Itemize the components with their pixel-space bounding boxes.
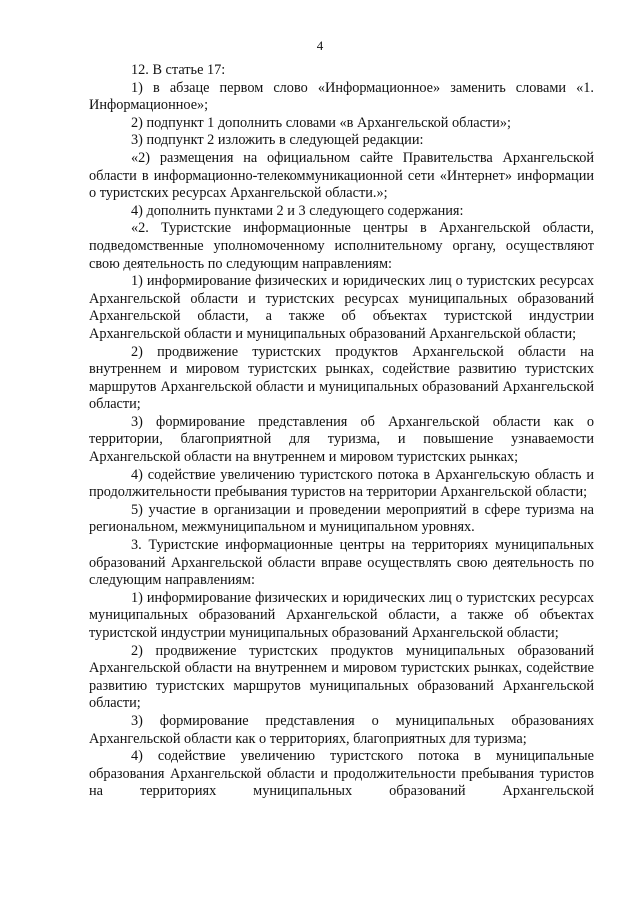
paragraph-article-12: 12. В статье 17: — [131, 62, 226, 78]
paragraph-item-1: 1) в абзаце первом слово «Информационное» заменить словами «1. Информационное»; — [89, 79, 594, 114]
paragraph-point-3-sub-2: 2) продвижение туристских продуктов муниципальных образований Архангельской области на внутреннем и мировом туристских рынках, содействие развитию туристских маршрутов муниципальных образований Архангельской области; — [89, 642, 594, 712]
paragraph-point-2-sub-4: 4) содействие увеличению туристского потока в Архангельскую область и продолжительности пребывания туристов на территории Архангельской области; — [89, 466, 594, 501]
paragraph-quote-subitem-2: «2) размещения на официальном сайте Правительства Архангельской области в информационно-телекоммуникационной сети «Интернет» информации о туристских ресурсах Архангельской области.»; — [89, 149, 594, 202]
paragraph-point-2-sub-1: 1) информирование физических и юридических лиц о туристских ресурсах Архангельской области и туристских ресурсах муниципальных образований Архангельской области, а также об объектах туристской индустрии Архангельской области и муниципальных образований Архангельской области; — [89, 273, 594, 342]
paragraph-point-2-intro: «2. Туристские информационные центры в Архангельской области, подведомственные уполномоченному исполнительному органу, осуществляют свою деятельность по следующим направлениям: — [89, 220, 594, 272]
paragraph-point-2-sub-2: 2) продвижение туристских продуктов Архангельской области на внутреннем и мировом туристских рынках, содействие развитию туристских маршрутов Архангельской области и муниципальных образований Архангельской области; — [89, 343, 594, 413]
paragraph-point-3-intro: 3. Туристские информационные центры на территориях муниципальных образований Архангельской области вправе осуществлять свою деятельность по следующим направлениям: — [89, 537, 594, 589]
paragraph-point-2-sub-3: 3) формирование представления об Архангельской области как о территории, благоприятной для туризма, и повышение узнаваемости Архангельской области на внутреннем и мировом туристских рынках; — [89, 413, 594, 466]
paragraph-item-4: 4) дополнить пунктами 2 и 3 следующего содержания: — [131, 202, 464, 219]
paragraph-point-3-sub-3: 3) формирование представления о муниципальных образованиях Архангельской области как о территориях, благоприятных для туризма; — [89, 712, 594, 747]
paragraph-item-3: 3) подпункт 2 изложить в следующей редакции: — [131, 132, 424, 149]
page-number: 4 — [316, 38, 324, 53]
paragraph-point-3-sub-4: 4) содействие увеличению туристского потока в муниципальные образования Архангельской области и продолжительности пребывания туристов на территориях муниципальных образований Архангельской — [89, 748, 594, 800]
paragraph-point-3-sub-1: 1) информирование физических и юридических лиц о туристских ресурсах муниципальных образований Архангельской области, а также об объектах туристской индустрии муниципальных образований Архангельской области; — [89, 589, 594, 641]
paragraph-point-2-sub-5: 5) участие в организации и проведении мероприятий в сфере туризма на региональном, межмуниципальном и муниципальном уровнях. — [89, 501, 594, 536]
paragraph-item-2: 2) подпункт 1 дополнить словами «в Архангельской области»; — [131, 114, 511, 131]
document-body — [89, 62, 594, 801]
